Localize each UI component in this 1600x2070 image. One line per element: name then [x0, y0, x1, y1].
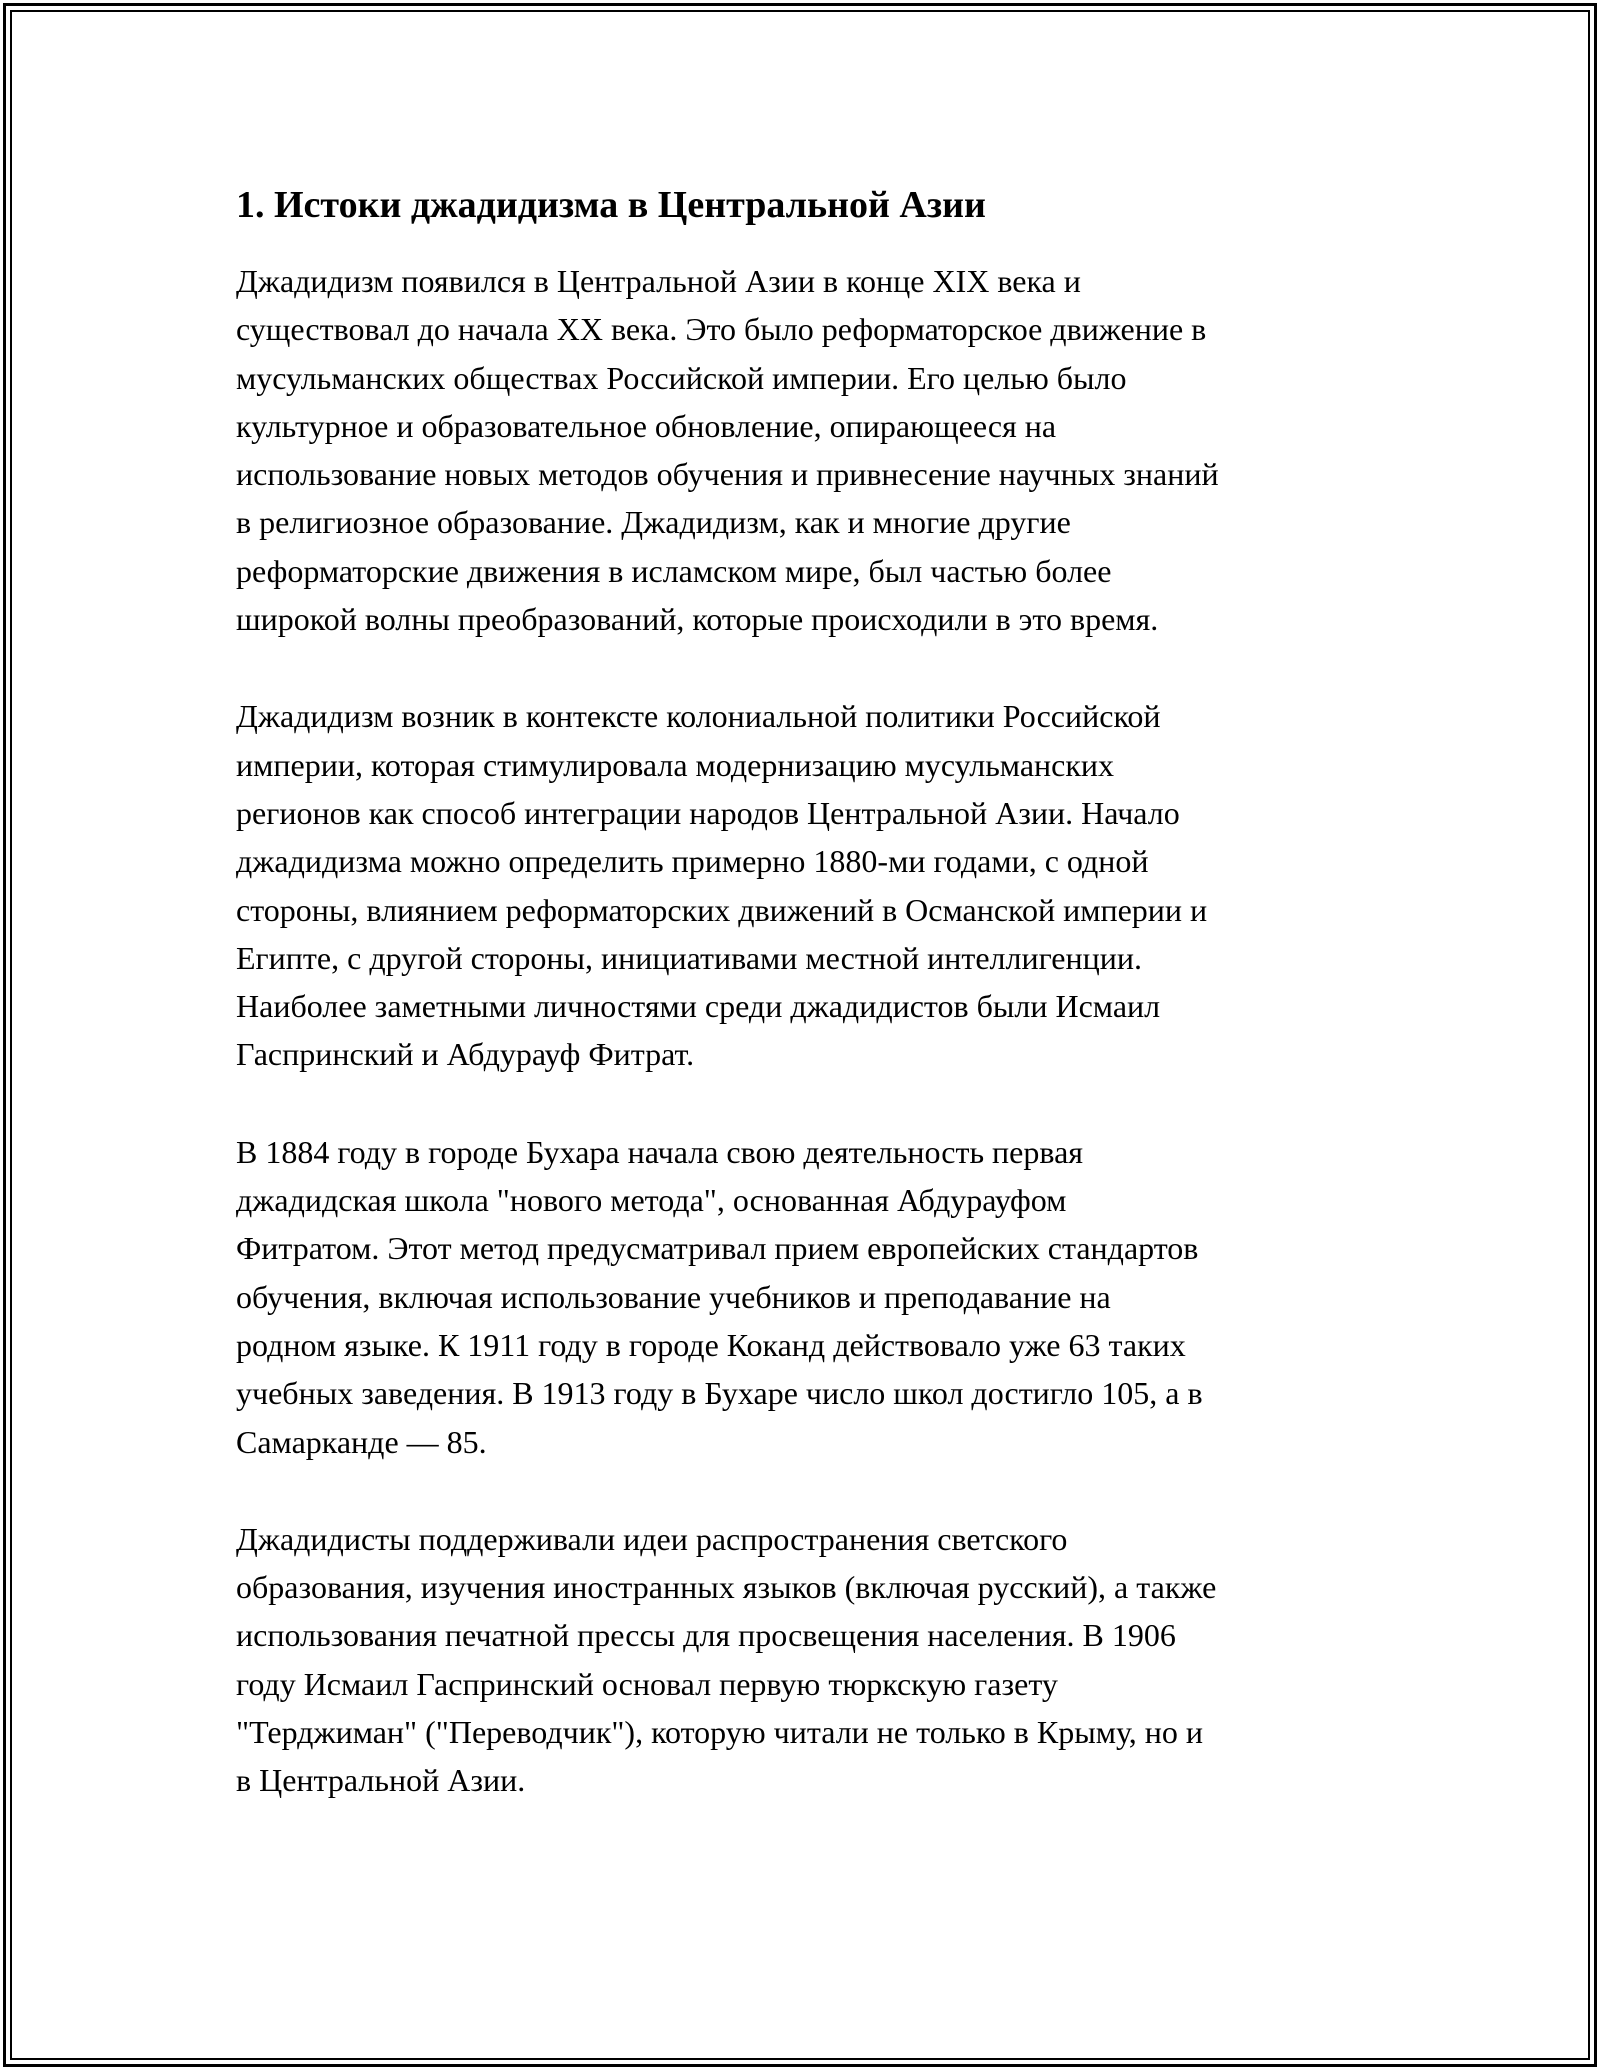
- paragraph-context: Джадидизм возник в контексте колониальной политики Российской империи, которая стимулировала модернизацию мусульманских регионов как способ интеграции народов Центральной Азии. Начало джадидизма можно определить примерно 1880-ми годами, с одной стороны, влиянием реформаторских движений в Османской империи и Египте, с другой стороны, инициативами местной интеллигенции. Наиболее заметными личностями среди джадидистов были Исмаил Гаспринский и Абдурауф Фитрат.: [236, 698, 1208, 1073]
- section-heading: 1. Истоки джадидизма в Центральной Азии: [236, 184, 986, 226]
- document-body: [236, 182, 1376, 1854]
- paragraph-press: Джадидисты поддерживали идеи распространения светского образования, изучения иностранных языков (включая русский), а также использования печатной прессы для просвещения населения. В 1906 году Исмаил Гаспринский основал первую тюркскую газету "Терджиман" ("Переводчик"), которую читали не только в Крыму, но и в Центральной Азии.: [236, 1520, 1217, 1799]
- paragraph-origins: Джадидизм появился в Центральной Азии в конце XIX века и существовал до начала XX века. Это было реформаторское движение в мусульманских обществах Российской империи. Его целью было культурное и образовательное обновление, опирающееся на использование новых методов обучения и привнесение научных знаний в религиозное образование. Джадидизм, как и многие другие реформаторские движения в исламском мире, был частью более широкой волны преобразований, которые происходили в это время.: [236, 263, 1219, 638]
- paragraph-schools: В 1884 году в городе Бухара начала свою деятельность первая джадидская школа "нового метода", основанная Абдурауфом Фитратом. Этот метод предусматривал прием европейских стандартов обучения, включая использование учебников и преподавание на родном языке. К 1911 году в городе Коканд действовало уже 63 таких учебных заведения. В 1913 году в Бухаре число школ достигло 105, а в Самарканде — 85.: [236, 1133, 1203, 1460]
